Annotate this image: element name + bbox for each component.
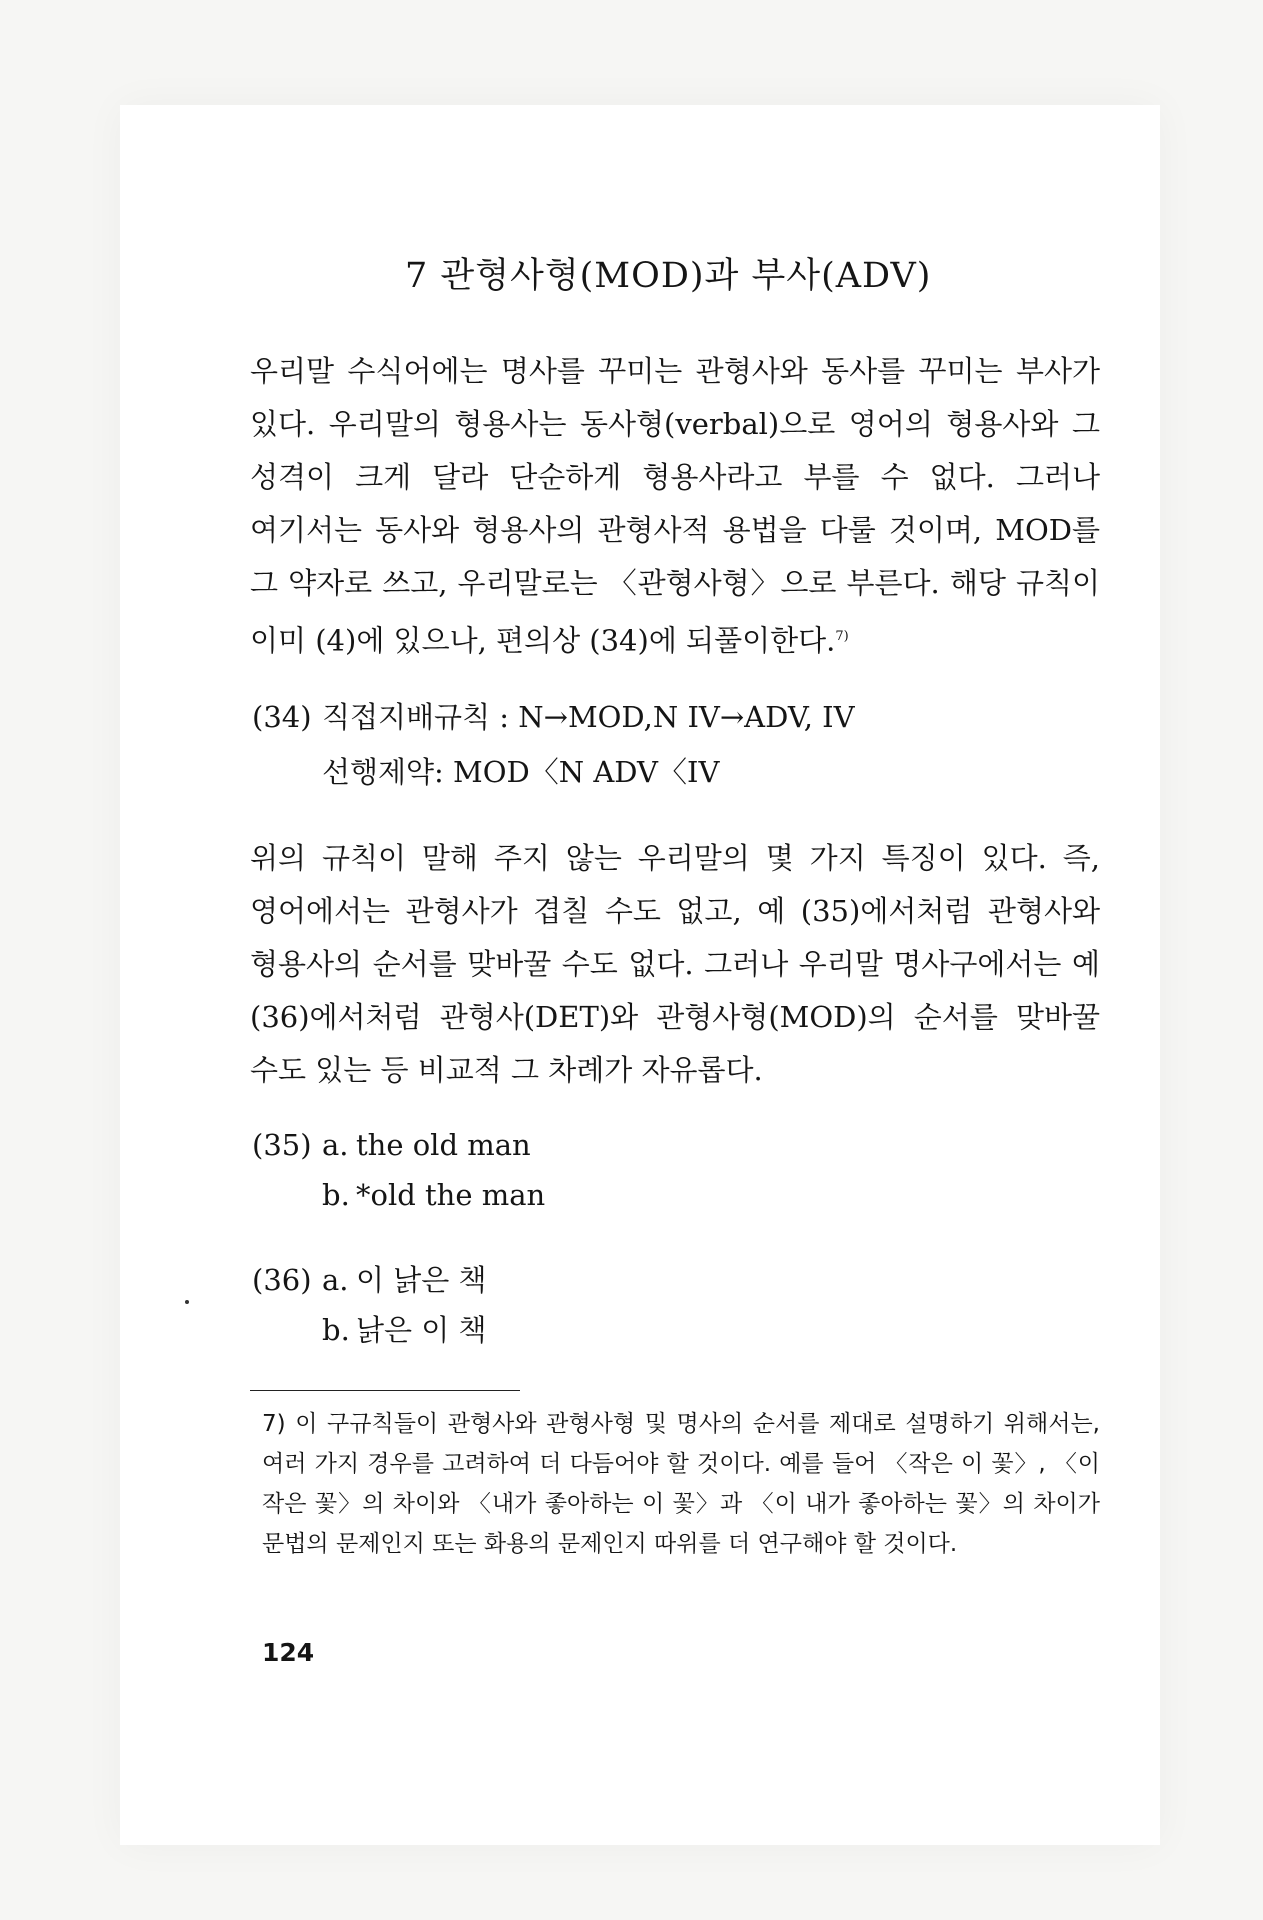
- rule-precedence: 선행제약: MOD〈N ADV〈IV: [322, 755, 720, 789]
- paragraph-intro-text: 우리말 수식어에는 명사를 꾸미는 관형사와 동사를 꾸미는 부사가 있다. 우리말의 형용사는 동사형(verbal)으로 영어의 형용사와 그 성격이 크게 달라 단순하게 형용사라고 부를 수 없다. 그러나 여기서는 동사와 형용사의 관형사적 용법을 다룰 것이며, MOD를 그 약자로 쓰고, 우리말로는 〈관형사형〉으로 부른다. 해당 규칙이 이미 (4)에 있으나, 편의상 (34)에 되풀이한다.: [250, 354, 1100, 658]
- example-number: (36): [252, 1263, 312, 1297]
- rule-number: (34): [252, 700, 312, 734]
- paragraph-discussion-text: 위의 규칙이 말해 주지 않는 우리말의 몇 가지 특징이 있다. 즉, 영어에서는 관형사가 겹칠 수도 없고, 예 (35)에서처럼 관형사와 형용사의 순서를 맞바꿀 수도 없다. 그러나 우리말 명사구에서는 예 (36)에서처럼 관형사(DET)와 관형사형(MOD)의 순서를 맞바꿀 수도 있는 등 비교적 그 차례가 자유롭다.: [250, 841, 1100, 1087]
- example-36: [252, 1255, 487, 1355]
- example-number: (35): [252, 1128, 312, 1162]
- example-label-a: a.: [322, 1263, 349, 1297]
- page-number: 124: [262, 1638, 315, 1667]
- example-text-b: *old the man: [356, 1178, 546, 1212]
- footnote-7: 7) 이 구규칙들이 관형사와 관형사형 및 명사의 순서를 제대로 설명하기 위해서는, 여러 가지 경우를 고려하여 더 다듬어야 할 것이다. 예를 들어 〈작은 이 꽃〉, 〈이 작은 꽃〉의 차이와 〈내가 좋아하는 이 꽃〉과 〈이 내가 좋아하는 꽃〉의 차이가 문법의 문제인지 또는 화용의 문제인지 따위를 더 연구해야 할 것이다.: [262, 1411, 1100, 1557]
- example-text-a: the old man: [356, 1128, 531, 1162]
- example-label-b: b.: [322, 1178, 350, 1212]
- rule-34: [252, 690, 855, 800]
- example-35: [252, 1120, 545, 1220]
- paragraph-intro: [250, 345, 1100, 668]
- example-label-a: a.: [322, 1128, 349, 1162]
- paragraph-discussion: [250, 832, 1100, 1097]
- example-text-b: 낡은 이 책: [356, 1313, 487, 1347]
- example-text-a: 이 낡은 책: [356, 1263, 487, 1297]
- margin-dot: [185, 1300, 189, 1304]
- footnote-divider: [250, 1390, 520, 1391]
- example-label-b: b.: [322, 1313, 350, 1347]
- footnote-reference: 7): [835, 629, 849, 644]
- chapter-title: 7 관형사형(MOD)과 부사(ADV): [405, 256, 932, 296]
- rule-dominance: 직접지배규칙 : N→MOD,N IV→ADV, IV: [322, 700, 855, 734]
